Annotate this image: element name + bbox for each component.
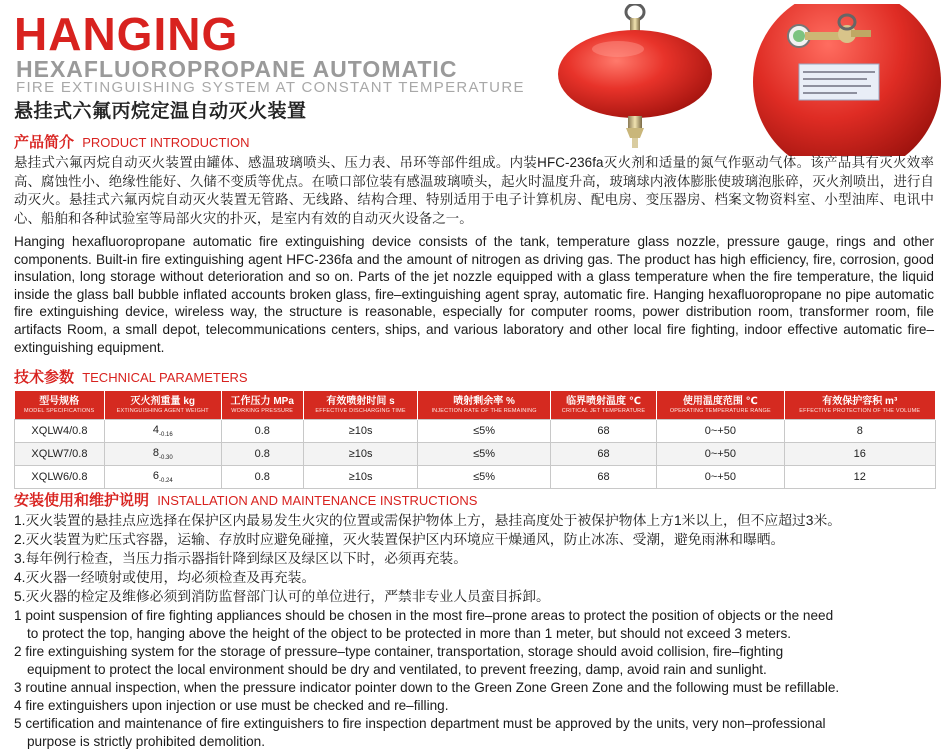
cell-model: XQLW7/0.8 (15, 443, 105, 466)
col-temp-range: 使用温度范围 ℃ OPERATING TEMPERATURE RANGE (657, 391, 784, 420)
install-item-cn-2: 2.灭火装置为贮压式容器，运输、存放时应避免碰撞，灭火装置保护区内环境应干燥通风，防止冰冻、受潮，避免雨淋和曝晒。 (14, 532, 785, 547)
col-remain: 喷射剩余率 % INJECTION RATE OF THE REMAINING (418, 391, 551, 420)
table-row (15, 466, 936, 489)
install-item-en-2: 2 fire extinguishing system for the storage of pressure–type container, transportation, storage should avoid collision, fire–fighting (14, 644, 784, 659)
col-weight: 灭火剂重量 kg EXTINGUISHING AGENT WEIGHT (104, 391, 221, 420)
cell-remain: ≤5% (418, 466, 551, 489)
page-title: HANGING (14, 8, 239, 60)
intro-text-chinese: 悬挂式六氟丙烷自动灭火装置由罐体、感温玻璃喷头、压力表、吊环等部件组成。内装HFC-236fa灭火剂和适量的氮气作驱动气体。该产品具有灭火效率高、腐蚀性小、绝缘性能好、久储不变质等优点。在喷口部位装有感温玻璃喷头，起火时温度升高，玻璃球内液体膨胀使玻璃泡胀碎，灭火剂喷出，进行自动灭火。悬挂式六氟丙烷自动灭火装置无管路、无线路、结构合理、特别适用于电子计算机房、配电房、变压器房、档案文物资料室、小型油库、电讯中心、船舶和各种试验室等局部火灾的扑灭，是室内有效的自动灭火设备之一。 (14, 155, 934, 226)
install-item-en-1-cont: to protect the top, hanging above the height of the object to be protected in more than 1 meter, but should not exceed 3 meters. (27, 626, 792, 641)
tech-heading-en: TECHNICAL PARAMETERS (82, 370, 248, 385)
cell-weight: $6_{-0.24}$ (104, 466, 221, 489)
install-item-en-5-cont: purpose is strictly prohibited demolition. (27, 734, 266, 749)
cell-temp-range: 0~+50 (657, 466, 784, 489)
install-item-en-2-cont: equipment to protect the local environment should be dry and ventilated, to prevent freezing, damp, avoid rain and sunlight. (27, 662, 767, 677)
cell-remain: ≤5% (418, 443, 551, 466)
cell-remain: ≤5% (418, 420, 551, 443)
install-item-en-4: 4 fire extinguishers upon injection or use must be checked and re–filling. (14, 698, 449, 713)
intro-heading (14, 134, 250, 152)
intro-heading-en: PRODUCT INTRODUCTION (82, 135, 250, 150)
extinguisher-top-view-image (747, 4, 947, 156)
page-subtitle: HEXAFLUOROPROPANE AUTOMATIC (16, 56, 458, 82)
install-item-en-1: 1 point suspension of fire fighting appliances should be chosen in the most fire–prone areas to protect the position of objects or the need (14, 608, 834, 623)
cell-volume: 16 (784, 443, 935, 466)
cell-critical-temp: 68 (550, 420, 656, 443)
cell-time: ≥10s (303, 443, 418, 466)
cell-critical-temp: 68 (550, 466, 656, 489)
intro-text-english: Hanging hexafluoropropane automatic fire extinguishing device consists of the tank, temperature glass nozzle, pressure gauge, rings and other components. Built-in fire extinguishing agent HFC-236fa and the amount of nitrogen as driving gas. The product has high efficiency, fire, corrosion, good insulation, long storage without deterioration and so on. Parts of the jet nozzle equipped with a glass temperature when the fire temperature, the liquid inside the glass ball bubble inflated accounts broken glass, fire–extinguishing agent spray, automatic fire. Hanging hexafluoropropane no pipe automatic fire extinguishing device, wireless way, the structure is reasonable, especially for computer rooms, power distribution room, transformer room, file artifacts Room, a small depot, telecommunications centers, ships, and various laboratory and other local fire fighting, indoor effective automatic fire–extinguishing equipment. (14, 234, 934, 355)
col-time: 有效喷射时间 s EFFECTIVE DISCHARGING TIME (303, 391, 418, 420)
col-volume: 有效保护容积 m³ EFFECTIVE PROTECTION OF THE VOLUME (784, 391, 935, 420)
page-title-chinese: 悬挂式六氟丙烷定温自动灭火装置 (14, 101, 307, 122)
cell-volume: 12 (784, 466, 935, 489)
install-item-en-3: 3 routine annual inspection, when the pressure indicator pointer down to the Green Zone Green Zone and the following must be refillable. (14, 680, 840, 695)
cell-weight: $4_{-0.16}$ (104, 420, 221, 443)
cell-time: ≥10s (303, 420, 418, 443)
page-subtitle-secondary: FIRE EXTINGUISHING SYSTEM AT CONSTANT TEMPERATURE (16, 79, 525, 96)
cell-volume: 8 (784, 420, 935, 443)
cell-pressure: 0.8 (221, 466, 303, 489)
cell-model: XQLW4/0.8 (15, 420, 105, 443)
install-item-cn-3: 3.每年例行检查，当压力指示器指针降到绿区及绿区以下时，必须再充装。 (14, 551, 468, 566)
intro-heading-cn: 产品简介 (14, 134, 75, 151)
install-heading (14, 492, 477, 510)
technical-parameters-table (14, 391, 936, 489)
install-item-cn-5: 5.灭火器的检定及维修必须到消防监督部门认可的单位进行，严禁非专业人员蛮目拆卸。 (14, 589, 550, 604)
install-heading-cn: 安装使用和维护说明 (14, 492, 150, 509)
table-header-row (15, 391, 936, 420)
install-item-cn-4: 4.灭火器一经喷射或使用，均必须检查及再充装。 (14, 570, 316, 585)
cell-model: XQLW6/0.8 (15, 466, 105, 489)
col-model: 型号规格 MODEL SPECIFICATIONS (15, 391, 105, 420)
table-row (15, 420, 936, 443)
tech-heading (14, 369, 248, 387)
cell-pressure: 0.8 (221, 443, 303, 466)
col-critical-temp: 临界喷射温度 ℃ CRITICAL JET TEMPERATURE (550, 391, 656, 420)
table-row (15, 443, 936, 466)
install-heading-en: INSTALLATION AND MAINTENANCE INSTRUCTIONS (157, 493, 478, 508)
col-pressure: 工作压力 MPa WORKING PRESSURE (221, 391, 303, 420)
cell-weight: $8_{-0.30}$ (104, 443, 221, 466)
install-item-cn-1: 1.灭火装置的悬挂点应选择在保护区内最易发生火灾的位置或需保护物体上方，悬挂高度处于被保护物体上方1米以上，但不应超过3米。 (14, 513, 842, 528)
install-item-en-5: 5 certification and maintenance of fire extinguishers to fire inspection department must be approved by the units, very non–professional (14, 716, 826, 731)
cell-temp-range: 0~+50 (657, 420, 784, 443)
tech-heading-cn: 技术参数 (14, 369, 75, 386)
cell-pressure: 0.8 (221, 420, 303, 443)
cell-time: ≥10s (303, 466, 418, 489)
cell-temp-range: 0~+50 (657, 443, 784, 466)
cell-critical-temp: 68 (550, 443, 656, 466)
extinguisher-side-view-image (548, 4, 718, 154)
